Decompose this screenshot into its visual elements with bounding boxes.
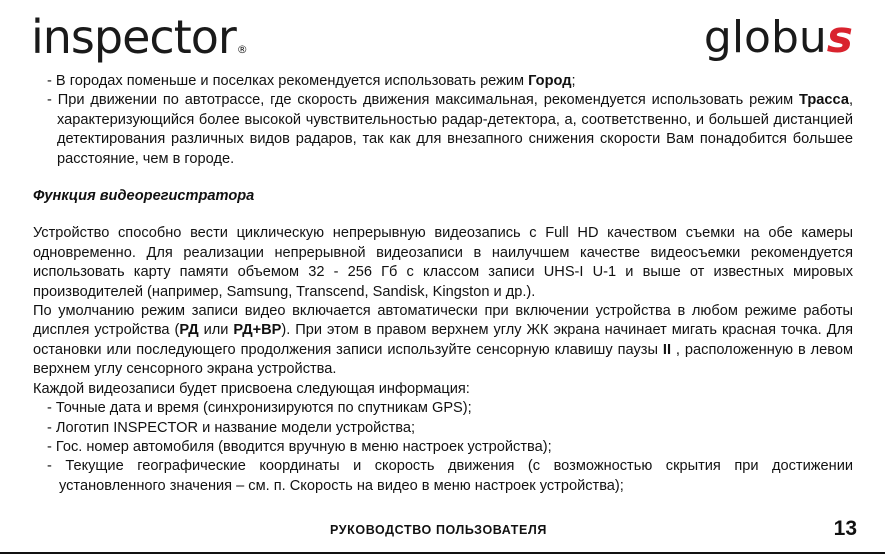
page-content: [33, 72, 853, 496]
inspector-logo: [31, 10, 247, 64]
list-item: - Точные дата и время (синхронизируются по спутникам GPS);: [47, 400, 472, 417]
paragraph-text: или: [198, 322, 234, 339]
mode-rd-vr: РД+ВР: [233, 322, 282, 339]
paragraph-text: , расположенную в левом верхнем углу сенсорного экрана устройства.: [33, 341, 853, 378]
list-item-text: ;: [571, 73, 576, 89]
mode-city: Город: [528, 73, 572, 89]
registered-mark: ®: [236, 43, 247, 56]
footer-title: РУКОВОДСТВО ПОЛЬЗОВАТЕЛЯ: [330, 523, 547, 537]
footer-divider: [0, 552, 885, 554]
list-item-text: - В городах поменьше и поселках рекомендуется использовать режим: [47, 73, 529, 89]
paragraph-text: По умолчанию режим записи видео включается автоматически при включении устройства в любом режиме работы дисплея устройства (: [33, 303, 853, 339]
list-item: - Логотип INSPECTOR и название модели устройства;: [47, 419, 416, 436]
globus-logo: [703, 12, 853, 63]
globus-logo-accent: s: [826, 12, 853, 63]
list-item: [33, 91, 853, 169]
list-item-text: , характеризующийся более высокой чувствительностью радар-детектора, а, соответственно, и большей дистанцией детектирования различных видов радаров, так как для внезапного снижения скорости Вам понадобится большее расстояние, чем в городе.: [57, 92, 853, 167]
list-item: - Гос. номер автомобиля (вводится вручную в меню настроек устройства);: [47, 438, 552, 455]
list-item: - Текущие географические координаты и скорость движения (с возможностью скрытия при достижении установленного значения – см. п. Скорость на видео в меню настроек устройства);: [47, 458, 853, 494]
info-intro: Каждой видеозаписи будет присвоена следующая информация:: [33, 380, 470, 397]
list-item: [33, 72, 853, 91]
globus-logo-text: globu: [703, 12, 827, 63]
mode-rd: РД: [179, 322, 199, 339]
list-item-text: - При движении по автотрассе, где скорость движения максимальная, рекомендуется использовать режим: [47, 92, 800, 109]
section-heading: Функция видеорегистратора: [33, 188, 255, 205]
pause-icon: II: [662, 341, 671, 358]
paragraph-recording: Устройство способно вести циклическую непрерывную видеозапись с Full HD качеством съемки на обе камеры одновременно. Для реализации непрерывной видеозаписи в наилучшем качестве видеосъемки рекомендуется использовать карту памяти объемом 32 - 256 Гб с классом записи UHS-I U-1 и выше от известных мировых производителей (например, Samsung, Transcend, Sandisk, Kingston и др.).: [33, 225, 853, 300]
page-number: 13: [833, 517, 857, 540]
paragraph-text: ). При этом в правом верхнем углу ЖК экрана начинает мигать красная точка. Для остановки или последующего продолжения записи используйте сенсорную клавишу паузы: [33, 322, 853, 358]
inspector-logo-text: inspector: [31, 10, 236, 64]
paragraph-default-mode: [33, 302, 853, 380]
mode-highway: Трасса: [799, 92, 849, 109]
